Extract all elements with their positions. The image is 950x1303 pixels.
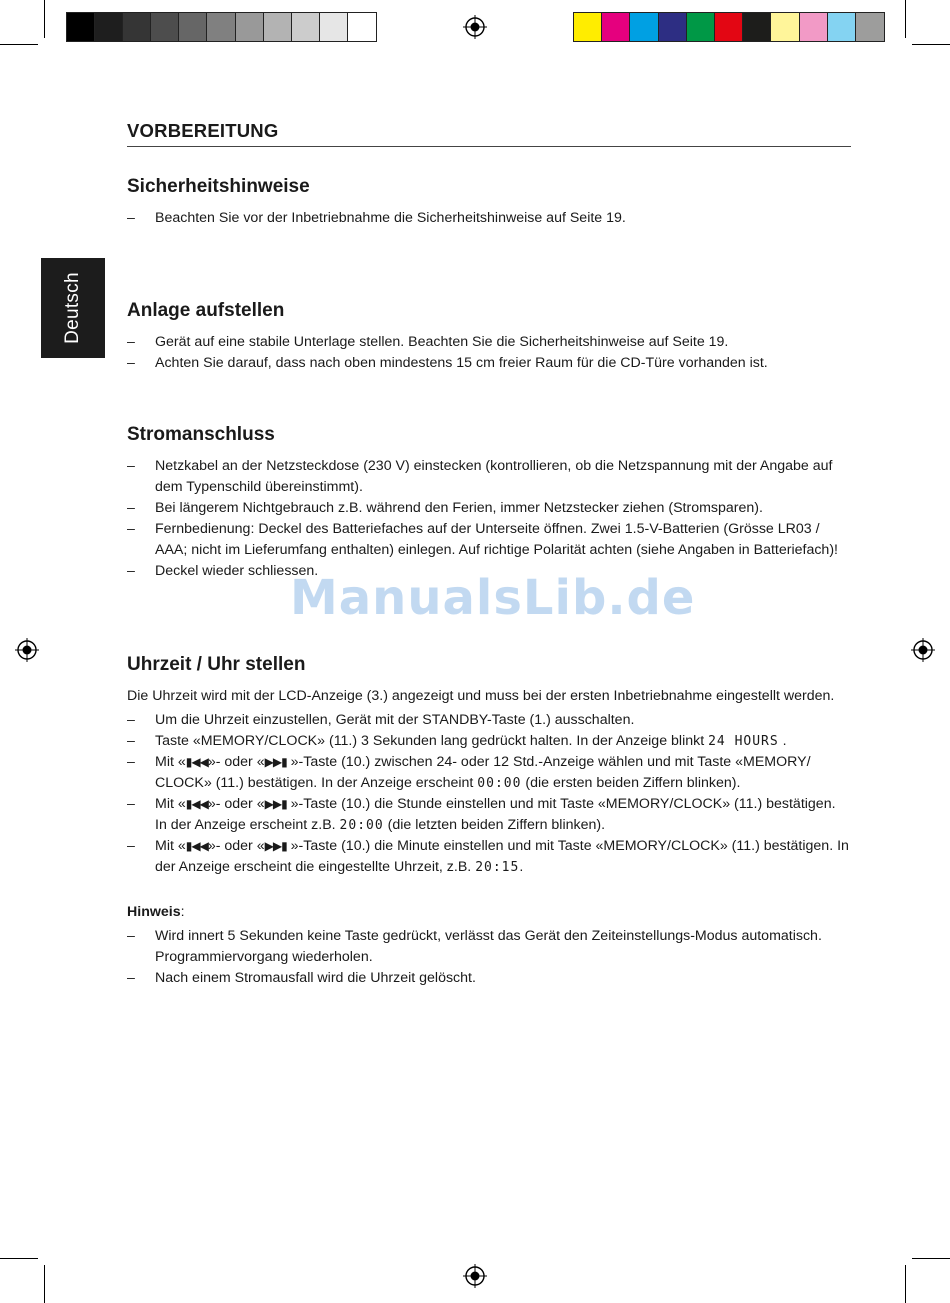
registration-mark-icon [911,638,935,662]
color-swatch [771,13,799,41]
color-swatch [602,13,630,41]
lcd-display-text: 00:00 [477,776,522,791]
list-item: – Nach einem Stromausfall wird die Uhrzeit gelöscht. [127,968,851,989]
section-heading: Uhrzeit / Uhr stellen [127,654,306,675]
list-item: – Deckel wieder schliessen. [127,561,851,582]
color-swatch [659,13,687,41]
gray-swatch [236,13,264,41]
color-swatch [687,13,715,41]
registration-mark-icon [463,1264,487,1288]
item-text: Taste «MEMORY/CLOCK» (11.) 3 Sekunden lang gedrückt halten. In der Anzeige blinkt [155,733,709,749]
gray-swatch [207,13,235,41]
color-swatch [630,13,658,41]
color-swatch [715,13,743,41]
color-swatch [828,13,856,41]
skip-back-icon: ▮◀◀ [185,755,208,769]
gray-swatch [95,13,123,41]
crop-mark [905,1265,906,1303]
item-text: Mit « [155,796,186,812]
skip-back-icon: ▮◀◀ [185,839,208,853]
skip-forward-icon: ▶▶▮ [264,839,287,853]
gray-swatch [320,13,348,41]
item-text: »-Taste (10.) die Stunde einstellen und mit Taste «MEMORY/CLOCK» (11.) bestätigen. In der Anzeige erscheint z.B. [155,796,836,833]
item-text: »- oder « [207,754,265,770]
lcd-display-text: 20:00 [339,818,384,833]
skip-forward-icon: ▶▶▮ [264,797,287,811]
section-setup [127,300,851,374]
lcd-display-text: 24 HOURS [708,734,779,749]
list-item: – Wird innert 5 Sekunden keine Taste gedrückt, verlässt das Gerät den Zeiteinstellungs-Modus automatisch. Programmiervorgang wiederholen. [127,926,851,968]
item-text: (die ersten beiden Ziffern blinken). [521,775,741,791]
skip-back-icon: ▮◀◀ [185,797,208,811]
item-text: »- oder « [207,838,265,854]
page-title: VORBEREITUNG [127,120,851,147]
list-item [127,794,851,836]
section-power [127,424,851,582]
item-text: »-Taste (10.) die Minute einstellen und mit Taste «MEMORY/CLOCK» (11.) bestätigen. In der Anzeige erscheint die eingestellte Uhrzeit, z.B. [155,838,849,875]
watermark: ManualsLib.de [290,570,696,626]
gray-swatch [123,13,151,41]
list-item [127,836,851,878]
color-swatch [856,13,884,41]
crop-mark [44,0,45,38]
crop-mark [0,44,38,45]
item-text: Mit « [155,754,186,770]
gray-swatch [348,13,376,41]
gray-swatch [151,13,179,41]
crop-mark [44,1265,45,1303]
intro-paragraph: Die Uhrzeit wird mit der LCD-Anzeige (3.) angezeigt und muss bei der ersten Inbetriebnahme eingestellt werden. [127,688,835,704]
list-item: – Beachten Sie vor der Inbetriebnahme die Sicherheitshinweise auf Seite 19. [127,208,851,229]
gray-swatch [179,13,207,41]
crop-mark [912,44,950,45]
list-item: – Achten Sie darauf, dass nach oben mindestens 15 cm freier Raum für die CD-Türe vorhanden ist. [127,353,851,374]
gray-swatch [264,13,292,41]
lcd-display-text: 20:15 [475,860,520,875]
hint-colon: : [180,904,185,920]
registration-mark-icon [463,15,487,39]
section-heading: Stromanschluss [127,424,275,445]
list-item [127,731,851,752]
gray-swatch [292,13,320,41]
language-tab-label: Deutsch [62,272,83,344]
crop-mark [912,1258,950,1259]
section-heading: Anlage aufstellen [127,300,285,321]
item-text: »- oder « [207,796,265,812]
gray-swatch [67,13,95,41]
language-tab [41,258,105,358]
hint-label: Hinweis [127,904,181,920]
skip-forward-icon: ▶▶▮ [264,755,287,769]
color-swatch [574,13,602,41]
item-text: . [519,859,524,875]
registration-mark-icon [15,638,39,662]
crop-mark [905,0,906,38]
grayscale-calibration-bar [66,12,377,42]
color-swatch [743,13,771,41]
item-text: »-Taste (10.) zwischen 24- oder 12 Std.-Anzeige wählen und mit Taste «MEMORY/ CLOCK» (11.) bestätigen. In der Anzeige erscheint [155,754,811,791]
item-text: Mit « [155,838,186,854]
section-hint [127,902,851,989]
color-calibration-bar [573,12,885,42]
list-item: – Gerät auf eine stabile Unterlage stellen. Beachten Sie die Sicherheitshinweise auf Seite 19. [127,332,851,353]
list-item: – Netzkabel an der Netzsteckdose (230 V) einstecken (kontrollieren, ob die Netzspannung mit der Angabe auf dem Typenschild übereinstimmt). [127,456,851,498]
color-swatch [800,13,828,41]
list-item [127,752,851,794]
section-clock [127,654,851,878]
item-text: . [778,733,787,749]
crop-mark [0,1258,38,1259]
list-item: – Fernbedienung: Deckel des Batteriefaches auf der Unterseite öffnen. Zwei 1.5-V-Batterien (Grösse LR03 / AAA; nicht im Lieferumfang enthalten) einlegen. Auf richtige Polarität achten (siehe Angaben in Batteriefach)! [127,519,851,561]
list-item: – Bei längerem Nichtgebrauch z.B. während den Ferien, immer Netzstecker ziehen (Stromsparen). [127,498,851,519]
item-text: (die letzten beiden Ziffern blinken). [383,817,606,833]
list-item: – Um die Uhrzeit einzustellen, Gerät mit der STANDBY-Taste (1.) ausschalten. [127,710,851,731]
hint-heading [127,902,851,923]
section-heading: Sicherheitshinweise [127,176,310,197]
section-safety [127,176,851,229]
